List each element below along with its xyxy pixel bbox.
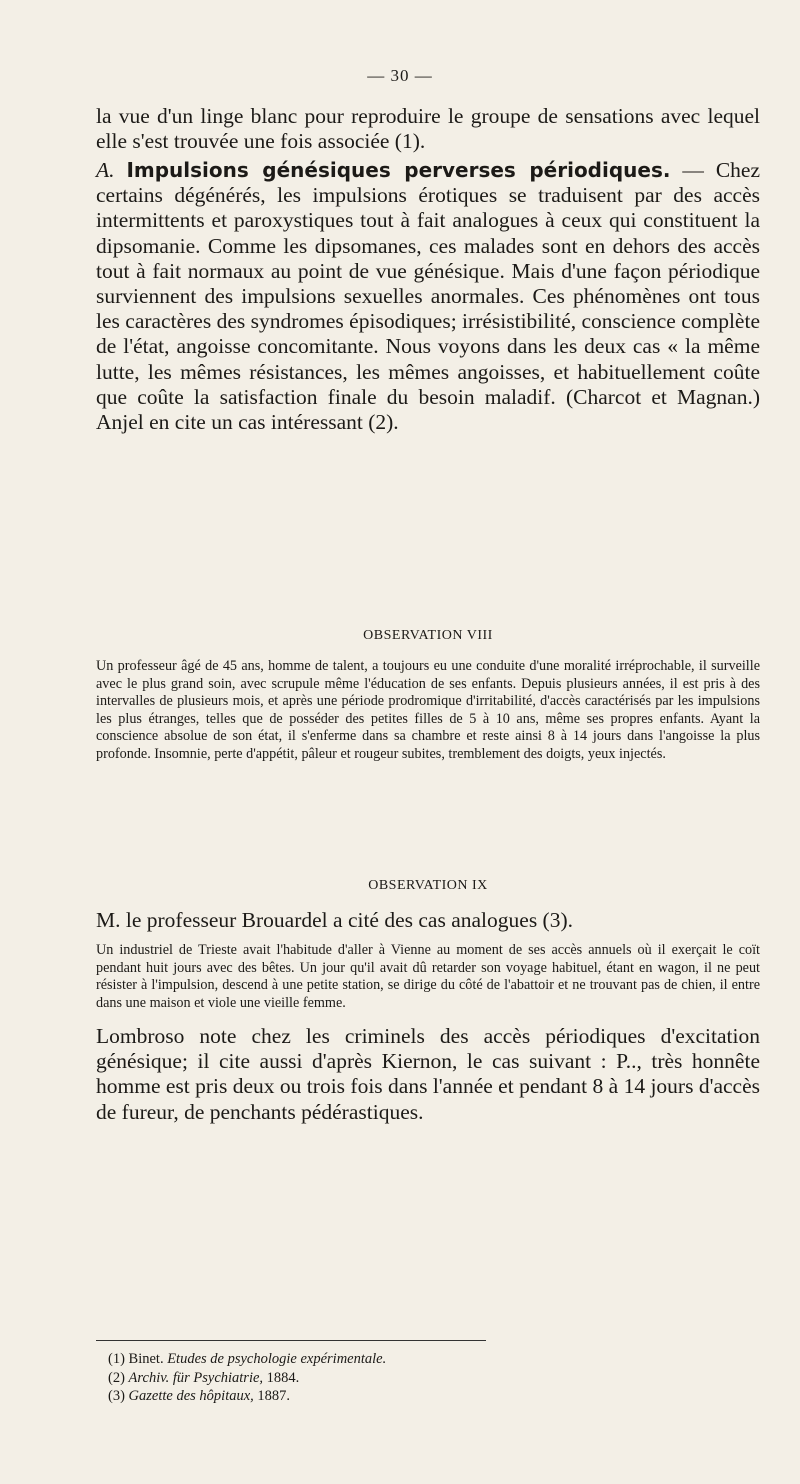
section-a-text: Chez certains dégénérés, les impulsions érotiques se traduisent par des accès intermittents et paroxystiques tout à fait analogues à ceux qui constituent la dipsomanie. Comme les dipsomanes, ces malades sont en dehors des accès tout à fait normaux au point de vue génésique. Mais d'une façon périodique surviennent des impulsions sexuelles anormales. Ces phénomènes ont tous les caractères des syndromes épisodiques; irrésistibilité, conscience complète de l'état, angoisse concomitante. Nous voyons dans les deux cas « la même lutte, les mêmes résistances, les mêmes angoisses, et habituellement coûte que coûte la satisfaction finale du besoin maladif. (Charcot et Magnan.) Anjel en cite un cas intéressant (2). xyxy=(96,158,761,435)
footnote-rule xyxy=(96,1340,486,1341)
section-dash: — xyxy=(670,158,704,182)
intro-text: la vue d'un linge blanc pour reproduire le groupe de sensations avec lequel elle s'est trouvée une fois associée (1). xyxy=(96,104,760,154)
observation-9-intro: M. le professeur Brouardel a cité des cas analogues (3). xyxy=(96,908,573,932)
lombroso-paragraph: Lombroso note chez les criminels des accès périodiques d'excitation génésique; il cite aussi d'après Kiernon, le cas suivant : P.., très honnête homme est pris deux ou trois fois dans l'année et pendant 8 à 14 jours d'accès de fureur, de penchants pédérastiques. xyxy=(96,1024,760,1124)
observation-8-text: Un professeur âgé de 45 ans, homme de talent, a toujours eu une conduite d'une moralité irréprochable, il surveille avec le plus grand soin, avec scrupule même l'éducation de ses enfants. Depuis plusieurs années, il est pris à des intervalles de plusieurs mois, et après une période prodromique d'irritabilité, d'accès caractérisés par les impulsions les plus étranges, telles que de posséder des petites filles de 5 à 10 ans, même ses propres enfants. Ayant la conscience absolue de son état, il s'enferme dans sa chambre et reste ainsi 8 à 14 jours dans l'angoisse la plus profonde. Insomnie, perte d'appétit, pâleur et rougeur subites, tremblement des doigts, yeux injectés. xyxy=(96,658,760,762)
observation-8-title: OBSERVATION VIII xyxy=(363,628,493,643)
observation-9-title: OBSERVATION IX xyxy=(368,878,488,893)
footnotes xyxy=(108,1350,748,1406)
page-number: — 30 — xyxy=(367,66,433,85)
footnote-3: (3) Gazette des hôpitaux, 1887. xyxy=(108,1388,291,1404)
observation-9-text: Un industriel de Trieste avait l'habitude d'aller à Vienne au moment de ses accès annuels où il exerçait le coït pendant huit jours avec des bêtes. Un jour qu'il avait dû retarder son voyage habituel, étant en wagon, il ne peut résister à l'impulsion, descend à une petite station, se dirige du côté de l'abattoir et ne trouvant pas de chien, il entre dans une maison et viole une vieille femme. xyxy=(96,942,760,1011)
footnote-2: (2) Archiv. für Psychiatrie, 1884. xyxy=(108,1369,300,1386)
footnote-1: (1) Binet. Etudes de psychologie expérimentale. xyxy=(108,1351,387,1367)
section-a-paragraph xyxy=(96,158,760,435)
section-letter: A. xyxy=(96,158,115,182)
section-title: Impulsions génésiques perverses périodiques. xyxy=(126,158,671,182)
intro-paragraph xyxy=(96,104,760,154)
